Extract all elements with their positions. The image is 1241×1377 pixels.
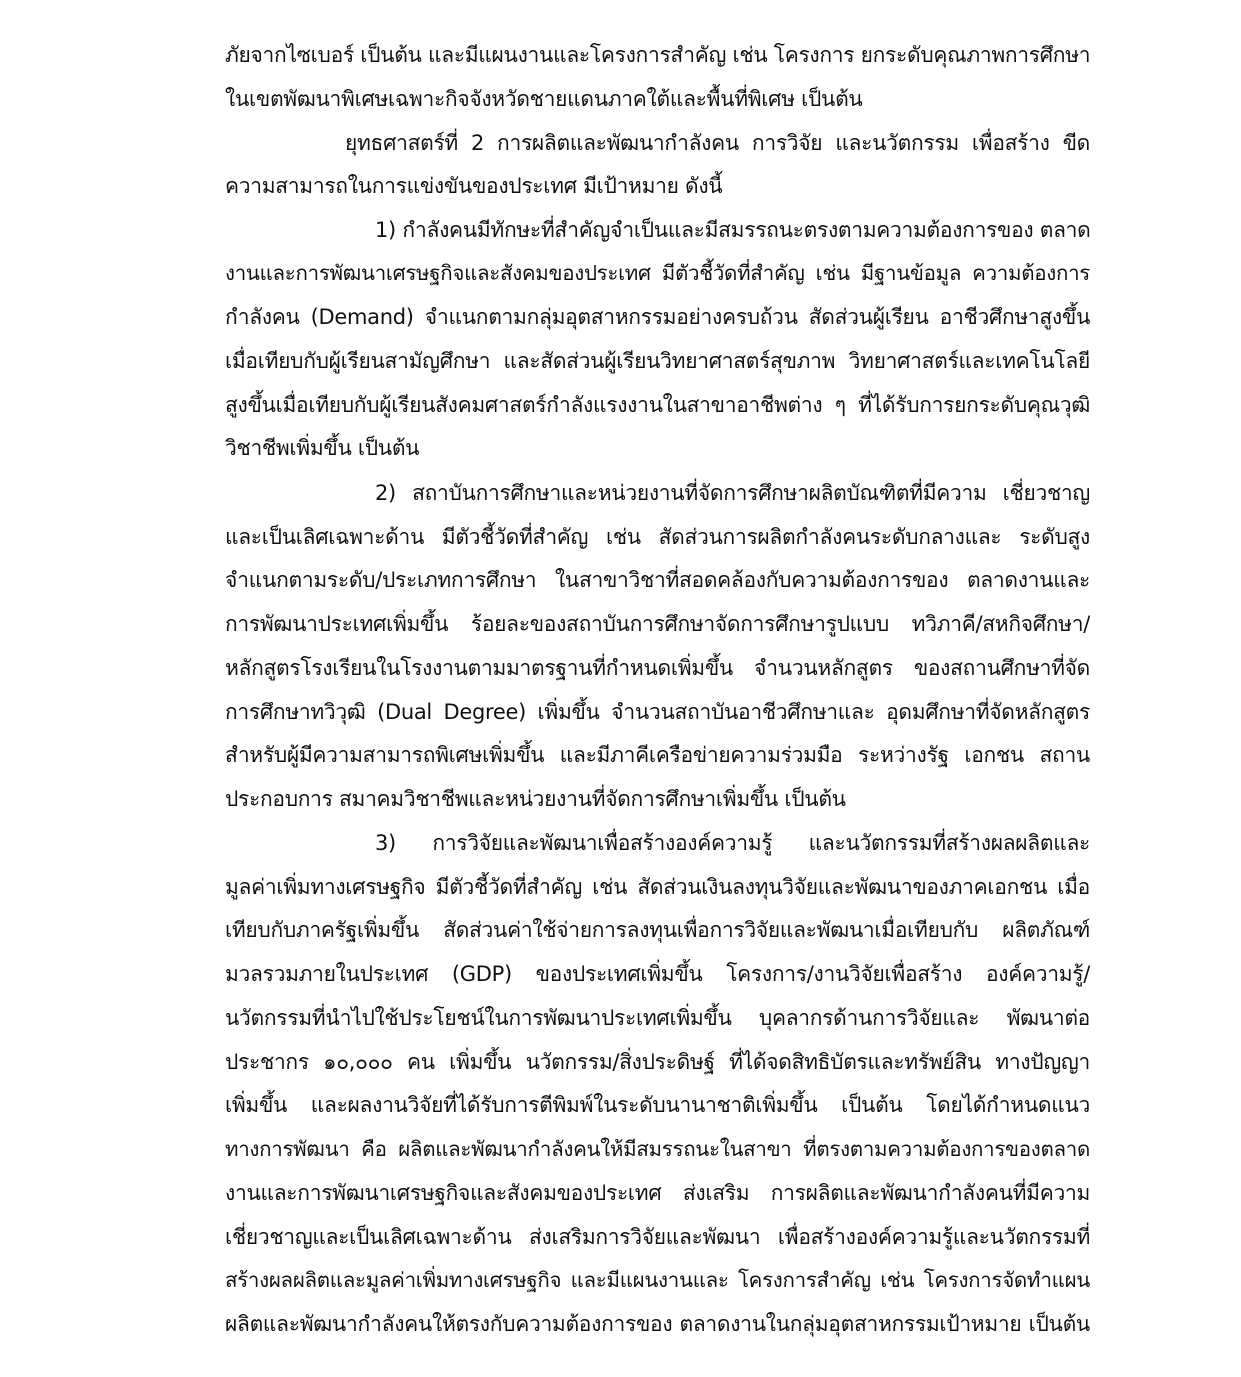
text-line-13: จำแนกตามระดับ/ประเภทการศึกษา ในสาขาวิชาที่สอดคล้องกับความต้องการของ ตลาดงานและ bbox=[225, 568, 1090, 592]
text-line-17: สำหรับผู้มีความสามารถพิเศษเพิ่มขึ้น และมีภาคีเครือข่ายความร่วมมือ ระหว่างรัฐ เอกชน สถาน bbox=[225, 743, 1090, 767]
text-line-12: และเป็นเลิศเฉพาะด้าน มีตัวชี้วัดที่สำคัญ เช่น สัดส่วนการผลิตกำลังคนระดับกลางและ ระดับสูง bbox=[225, 525, 1090, 549]
text-line-23: นวัตกรรมที่นำไปใช้ประโยชน์ในการพัฒนาประเทศเพิ่มขึ้น บุคลากรด้านการวิจัยและ พัฒนาต่อ bbox=[225, 1006, 1090, 1030]
text-line-1: ภัยจากไซเบอร์ เป็นต้น และมีแผนงานและโครงการสำคัญ เช่น โครงการ ยกระดับคุณภาพการศึกษา bbox=[225, 43, 1090, 67]
text-line-25: เพิ่มขึ้น และผลงานวิจัยที่ได้รับการตีพิมพ์ในระดับนานาชาติเพิ่มขึ้น เป็นต้น โดยได้กำหนดแนว bbox=[225, 1093, 1090, 1117]
text-line-16: การศึกษาทวิวุฒิ (Dual Degree) เพิ่มขึ้น จำนวนสถาบันอาชีวศึกษาและ อุดมศึกษาที่จัดหลักสูตร bbox=[225, 700, 1090, 724]
text-line-28: เชี่ยวชาญและเป็นเลิศเฉพาะด้าน ส่งเสริมการวิจัยและพัฒนา เพื่อสร้างองค์ความรู้และนวัตกรรมที่ bbox=[225, 1225, 1090, 1249]
goal-1-heading: 1) กำลังคนมีทักษะที่สำคัญจำเป็นและมีสมรรถนะตรงตามความต้องการของ ตลาด bbox=[375, 218, 1090, 242]
text-line-14: การพัฒนาประเทศเพิ่มขึ้น ร้อยละของสถาบันการศึกษาจัดการศึกษารูปแบบ ทวิภาคี/สหกิจศึกษา/ bbox=[225, 612, 1090, 636]
text-line-18: ประกอบการ สมาคมวิชาชีพและหน่วยงานที่จัดการศึกษาเพิ่มขึ้น เป็นต้น bbox=[225, 787, 846, 811]
text-line-2: ในเขตพัฒนาพิเศษเฉพาะกิจจังหวัดชายแดนภาคใต้และพื้นที่พิเศษ เป็นต้น bbox=[225, 87, 863, 111]
goal-3-heading: 3) การวิจัยและพัฒนาเพื่อสร้างองค์ความรู้ และนวัตกรรมที่สร้างผลผลิตและ bbox=[375, 831, 1090, 855]
text-line-21: เทียบกับภาครัฐเพิ่มขึ้น สัดส่วนค่าใช้จ่ายการลงทุนเพื่อการวิจัยและพัฒนาเมื่อเทียบกับ ผลิตภัณฑ์ bbox=[225, 918, 1090, 942]
text-line-4: ความสามารถในการแข่งขันของประเทศ มีเป้าหมาย ดังนี้ bbox=[225, 174, 723, 198]
text-line-15: หลักสูตรโรงเรียนในโรงงานตามมาตรฐานที่กำหนดเพิ่มขึ้น จำนวนหลักสูตร ของสถานศึกษาที่จัด bbox=[225, 656, 1090, 680]
text-line-27: งานและการพัฒนาเศรษฐกิจและสังคมของประเทศ ส่งเสริม การผลิตและพัฒนากำลังคนที่มีความ bbox=[225, 1181, 1090, 1205]
text-line-29: สร้างผลผลิตและมูลค่าเพิ่มทางเศรษฐกิจ และมีแผนงานและ โครงการสำคัญ เช่น โครงการจัดทำแผน bbox=[225, 1268, 1090, 1292]
text-line-22: มวลรวมภายในประเทศ (GDP) ของประเทศเพิ่มขึ้น โครงการ/งานวิจัยเพื่อสร้าง องค์ความรู้/ bbox=[225, 962, 1090, 986]
strategy-2-heading: ยุทธศาสตร์ที่ 2 การผลิตและพัฒนากำลังคน การวิจัย และนวัตกรรม เพื่อสร้าง ขีด bbox=[345, 131, 1090, 155]
goal-2-heading: 2) สถาบันการศึกษาและหน่วยงานที่จัดการศึกษาผลิตบัณฑิตที่มีความ เชี่ยวชาญ bbox=[375, 481, 1090, 505]
text-line-7: กำลังคน (Demand) จำแนกตามกลุ่มอุตสาหกรรมอย่างครบถ้วน สัดส่วนผู้เรียน อาชีวศึกษาสูงขึ้น bbox=[225, 305, 1090, 329]
text-line-20: มูลค่าเพิ่มทางเศรษฐกิจ มีตัวชี้วัดที่สำคัญ เช่น สัดส่วนเงินลงทุนวิจัยและพัฒนาของภาคเอกชน เมื่อ bbox=[225, 875, 1090, 899]
text-line-30: ผลิตและพัฒนากำลังคนให้ตรงกับความต้องการของ ตลาดงานในกลุ่มอุตสาหกรรมเป้าหมาย เป็นต้น bbox=[225, 1312, 1090, 1336]
text-line-8: เมื่อเทียบกับผู้เรียนสามัญศึกษา และสัดส่วนผู้เรียนวิทยาศาสตร์สุขภาพ วิทยาศาสตร์และเทคโนโลยี bbox=[225, 349, 1090, 373]
text-line-9: สูงขึ้นเมื่อเทียบกับผู้เรียนสังคมศาสตร์กำลังแรงงานในสาขาอาชีพต่าง ๆ ที่ได้รับการยกระดับคุณวุฒิ bbox=[225, 393, 1090, 417]
text-line-10: วิชาชีพเพิ่มขึ้น เป็นต้น bbox=[225, 436, 420, 460]
text-line-26: ทางการพัฒนา คือ ผลิตและพัฒนากำลังคนให้มีสมรรถนะในสาขา ที่ตรงตามความต้องการของตลาด bbox=[225, 1137, 1090, 1161]
text-line-24: ประชากร ๑๐,๐๐๐ คน เพิ่มขึ้น นวัตกรรม/สิ่งประดิษฐ์ ที่ได้จดสิทธิบัตรและทรัพย์สิน ทางปัญญา bbox=[225, 1050, 1090, 1074]
text-line-6: งานและการพัฒนาเศรษฐกิจและสังคมของประเทศ มีตัวชี้วัดที่สำคัญ เช่น มีฐานข้อมูล ความต้องการ bbox=[225, 261, 1090, 285]
